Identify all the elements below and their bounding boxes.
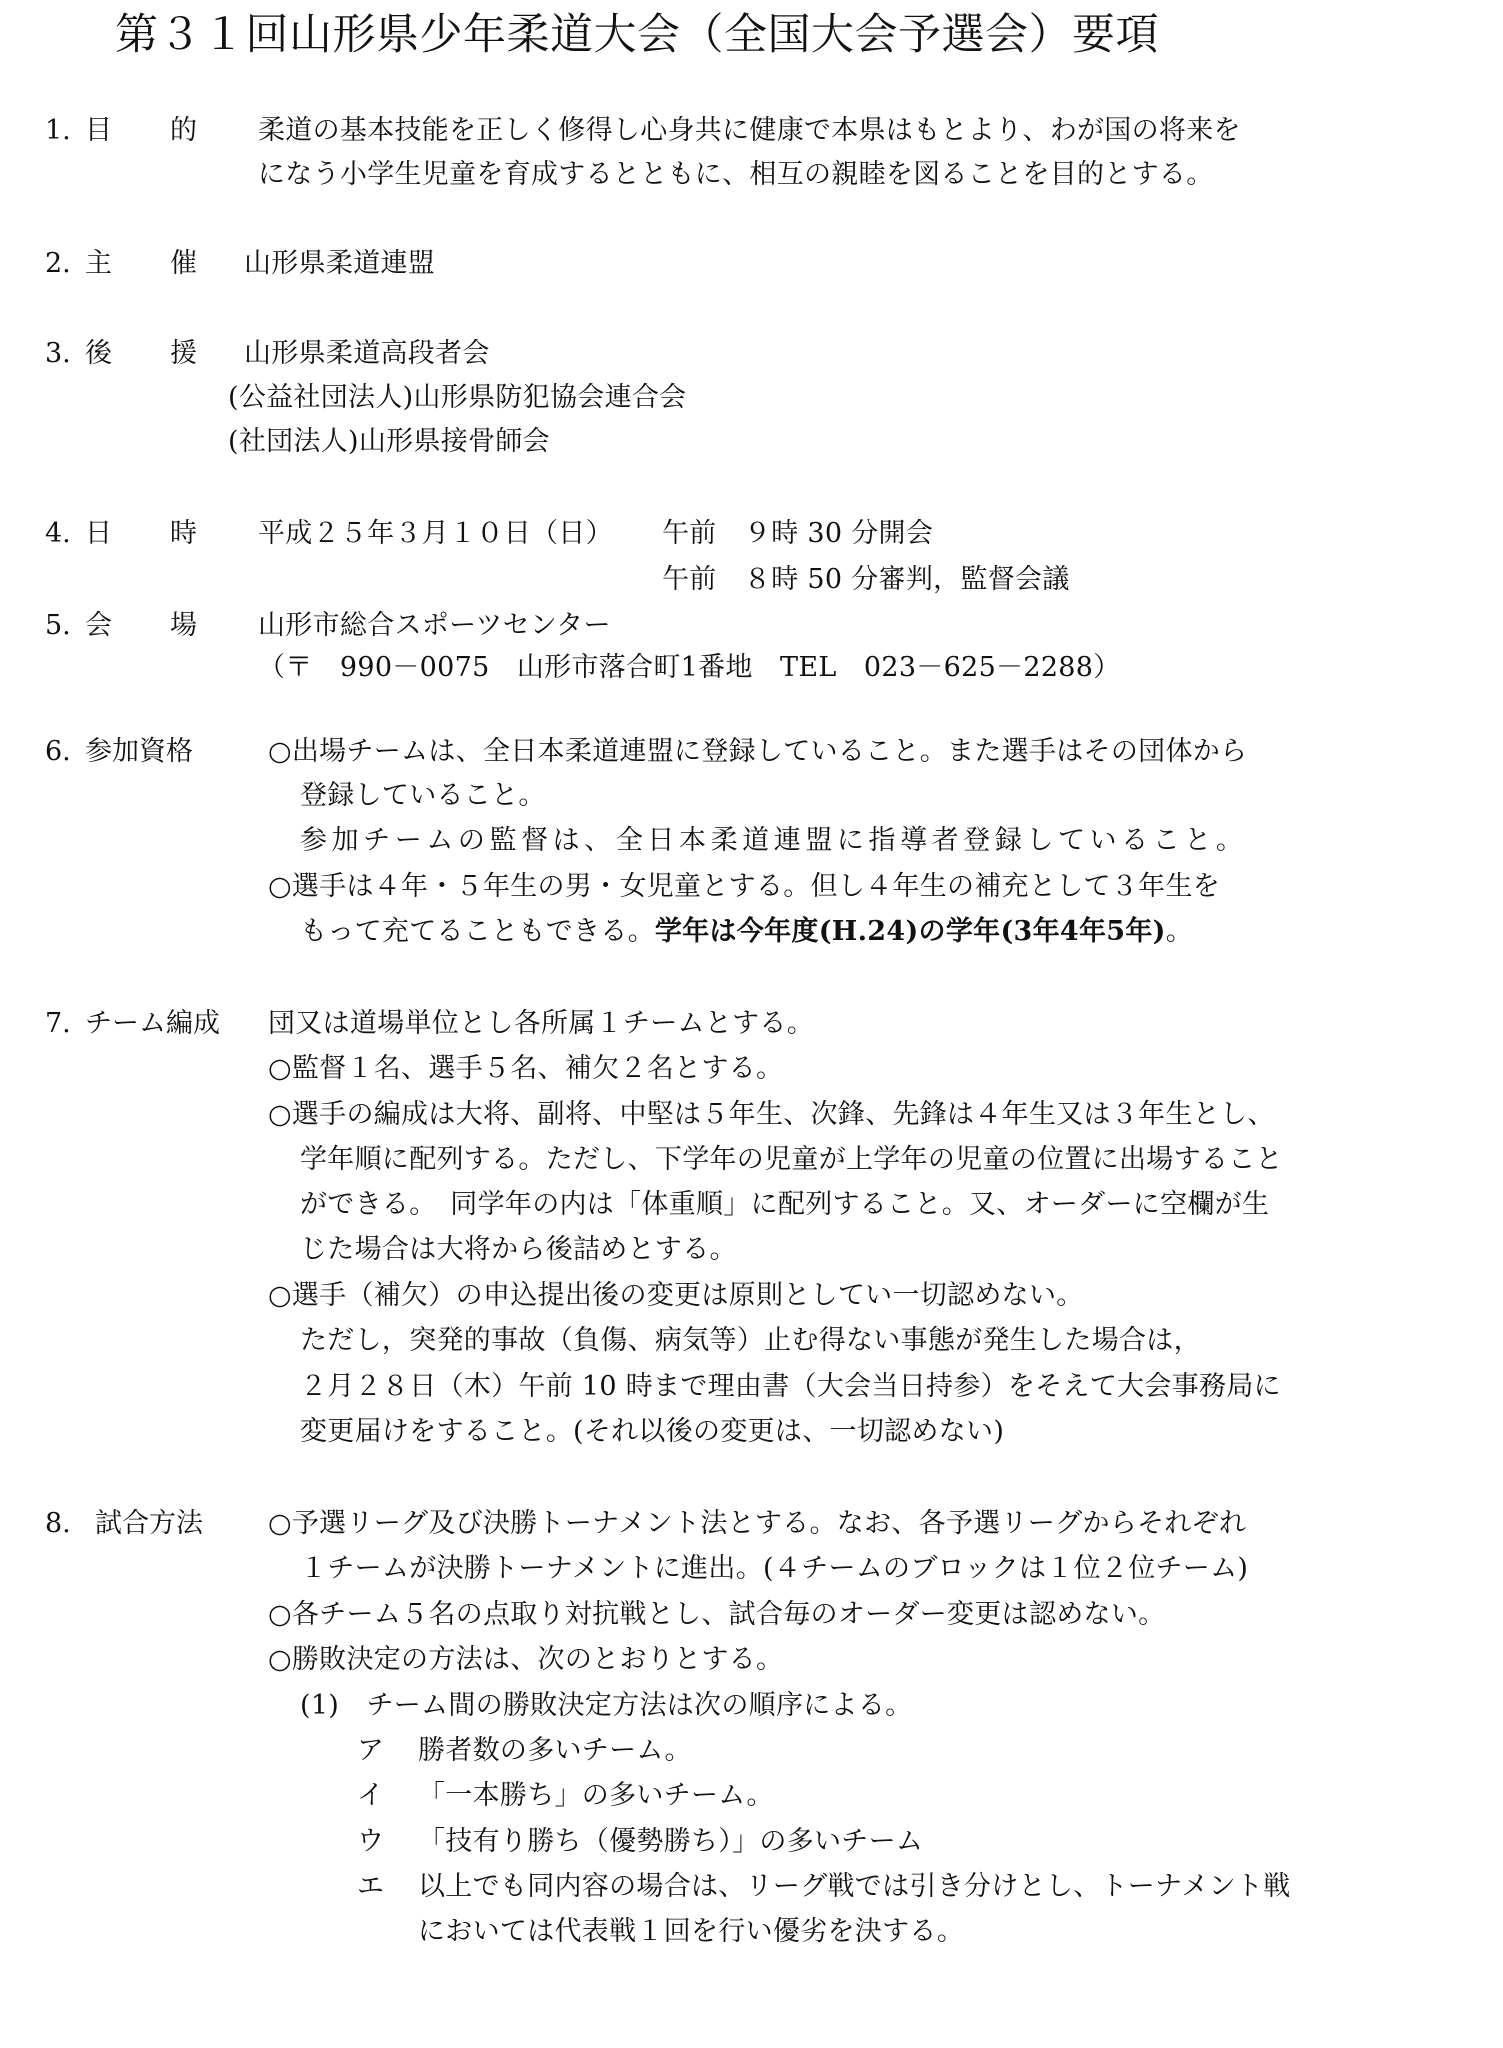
section-label: 会 [85, 610, 112, 641]
list-marker: イ [357, 1780, 384, 1811]
list-item: 「技有り勝ち（優勢勝ち）」の多いチーム [418, 1826, 924, 1857]
text-line: (社団法人)山形県接骨師会 [228, 426, 550, 457]
text-line: 団又は道場単位とし各所属１チームとする。 [268, 1008, 814, 1039]
list-item: 「一本勝ち」の多いチーム。 [418, 1780, 774, 1811]
text-line: においては代表戦１回を行い優劣を決する。 [418, 1916, 964, 1947]
text-plain: もって充てることもできる。 [300, 916, 655, 947]
text-line: ２月２８日（木）午前 10 時まで理由書（大会当日持参）をそえて大会事務局に [300, 1371, 1281, 1402]
section-label: 援 [170, 338, 197, 369]
section-number: 2. [45, 248, 71, 279]
list-item: 以上でも同内容の場合は、リーグ戦では引き分けとし、トーナメント戦 [418, 1871, 1291, 1902]
text-plain: 。 [1165, 916, 1194, 947]
list-marker: ウ [357, 1826, 384, 1857]
document-title: 第３１回山形県少年柔道大会（全国大会予選会）要項 [115, 10, 1159, 60]
section-label: 試合方法 [95, 1508, 203, 1539]
section-number: 1. [45, 115, 71, 146]
text-line: ○勝敗決定の方法は、次のとおりとする。 [268, 1644, 784, 1675]
text-line: 柔道の基本技能を正しく修得し心身共に健康で本県はもとより、わが国の将来を [258, 115, 1241, 146]
section-label: 参加資格 [85, 736, 193, 767]
text-line: 登録していること。 [300, 780, 546, 811]
text-line: (公益社団法人)山形県防犯協会連合会 [228, 382, 687, 413]
section-number: 4. [45, 518, 71, 549]
text-line: ○出場チームは、全日本柔道連盟に登録していること。また選手はその団体から [268, 736, 1248, 767]
text-line: 午前 ８時 50 分審判，監督会議 [662, 564, 1070, 595]
text-line [300, 914, 1193, 950]
list-item: 勝者数の多いチーム。 [418, 1735, 692, 1766]
section-label: 催 [170, 248, 197, 279]
text-line: 学年順に配列する。ただし、下学年の児童が上学年の児童の位置に出場すること [300, 1144, 1283, 1175]
text-line: 山形市総合スポーツセンター [258, 610, 611, 641]
section-label: 的 [170, 115, 197, 146]
text-line: じた場合は大将から後詰めとする。 [300, 1234, 737, 1265]
text-line: ただし，突発的事故（負傷、病気等）止む得ない事態が発生した場合は， [300, 1325, 1201, 1356]
text-line: 参 加 チ ー ム の 監 督 は 、 全 日 本 柔 道 連 盟 に 指 導 者 登 録 し て い る こ と 。 [300, 825, 1241, 856]
section-label: チーム編成 [85, 1008, 220, 1039]
section-label: 後 [85, 338, 112, 369]
section-label: 場 [170, 610, 197, 641]
grade-note-bold: 学年は今年度(H.24)の学年(3年4年5年) [654, 916, 1166, 947]
text-line: 変更届けをすること。(それ以後の変更は、一切認めない) [300, 1416, 1005, 1447]
section-label: 主 [85, 248, 112, 279]
text-line: 午前 ９時 30 分開会 [662, 518, 934, 549]
section-label: 時 [170, 518, 197, 549]
section-label: 目 [85, 115, 112, 146]
text-line: １チームが決勝トーナメントに進出。(４チームのブロックは１位２位チーム) [300, 1553, 1249, 1584]
section-number: 7. [45, 1008, 71, 1039]
text-line: ○各チーム５名の点取り対抗戦とし、試合毎のオーダー変更は認めない。 [268, 1599, 1166, 1630]
section-number: 3. [45, 338, 71, 369]
list-marker: ア [357, 1735, 384, 1766]
text-line: ○予選リーグ及び決勝トーナメント法とする。なお、各予選リーグからそれぞれ [268, 1508, 1247, 1539]
section-number: 5. [45, 610, 71, 641]
section-number: 8. [45, 1508, 71, 1539]
text-line: ○選手（補欠）の申込提出後の変更は原則としてい一切認めない。 [268, 1280, 1084, 1311]
text-line: (1) チーム間の勝敗決定方法は次の順序による。 [300, 1690, 913, 1721]
text-line: ○選手の編成は大将、副将、中堅は５年生、次鋒、先鋒は４年生又は３年生とし、 [268, 1099, 1275, 1130]
event-date: 平成２５年３月１０日（日） [258, 518, 613, 549]
text-line: ○選手は４年・５年生の男・女児童とする。但し４年生の補充として３年生を [268, 871, 1221, 902]
text-line: 山形県柔道連盟 [244, 248, 436, 279]
text-line: 山形県柔道高段者会 [244, 338, 490, 369]
text-line: （〒 990－0075 山形市落合町1番地 TEL 023－625－2288） [258, 652, 1121, 683]
section-label: 日 [85, 518, 112, 549]
section-number: 6. [45, 736, 71, 767]
text-line: になう小学生児童を育成するとともに、相互の親睦を図ることを目的とする。 [258, 159, 1214, 190]
text-line: ができる。 同学年の内は「体重順」に配列すること。又、オーダーに空欄が生 [300, 1189, 1270, 1220]
text-line: ○監督１名、選手５名、補欠２名とする。 [268, 1053, 784, 1084]
list-marker: エ [357, 1871, 384, 1902]
